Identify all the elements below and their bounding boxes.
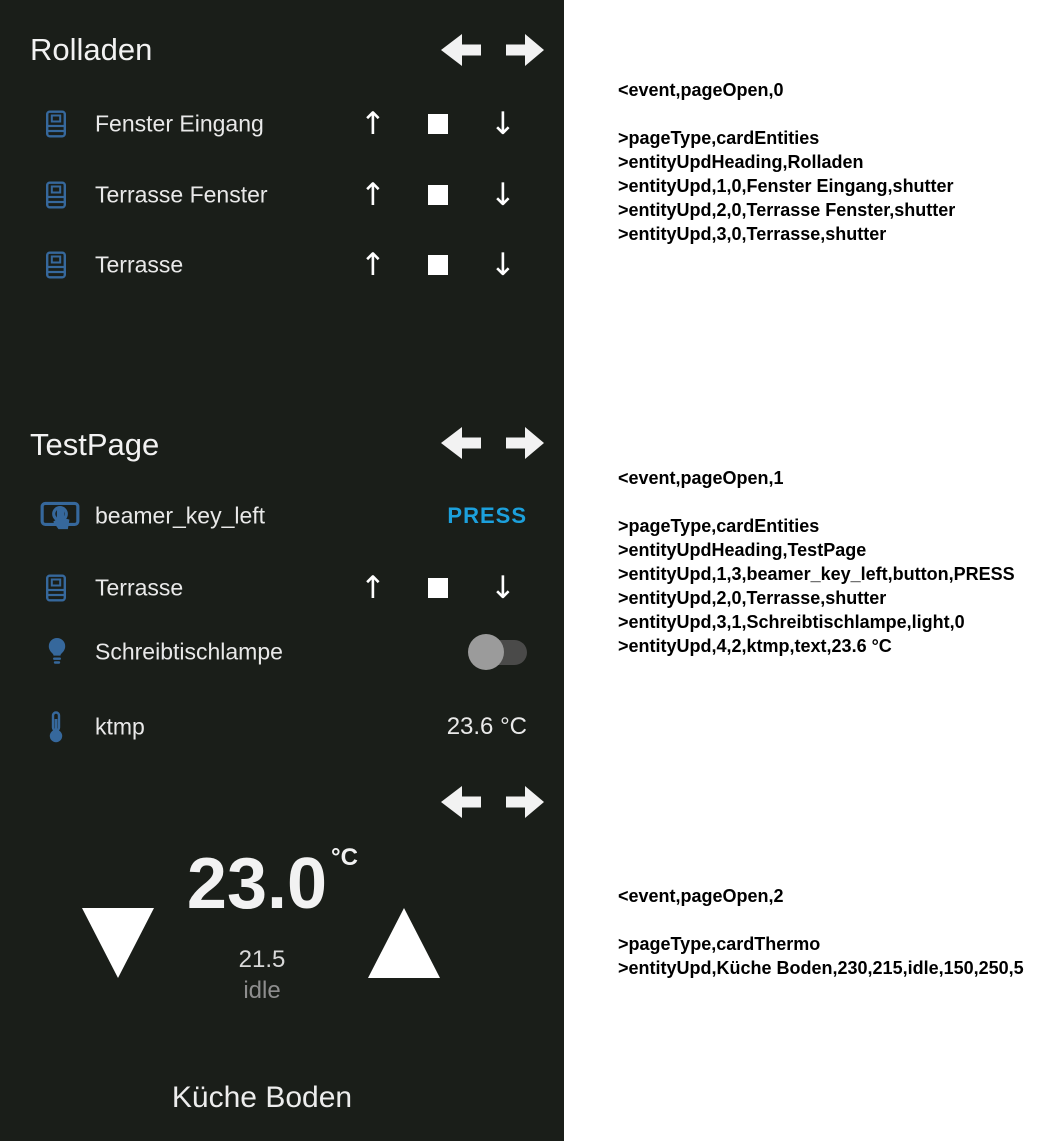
page-nav: [441, 33, 544, 67]
lightbulb-icon: [46, 637, 68, 667]
nav-left-arrow-icon[interactable]: [441, 785, 481, 819]
light-toggle-switch[interactable]: [468, 634, 528, 670]
entity-value: 23.6 °C: [446, 713, 527, 740]
current-temperature: 23.0: [186, 844, 328, 924]
log-line: <event,pageOpen,2: [618, 886, 784, 906]
gesture-tap-button-icon: [38, 495, 82, 537]
shutter-up-icon[interactable]: ↑: [360, 247, 386, 283]
window-shutter-icon: [46, 252, 66, 279]
log-line: >pageType,cardEntities: [618, 128, 820, 148]
press-button[interactable]: PRESS: [447, 503, 527, 528]
entity-label: Schreibtischlampe: [95, 638, 283, 665]
card-title: Rolladen: [30, 32, 153, 67]
shutter-up-icon[interactable]: ↑: [360, 177, 386, 213]
card-thermo: [0, 770, 564, 1141]
entity-row: [0, 564, 564, 612]
log-block-page2: [618, 884, 1024, 980]
shutter-up-icon[interactable]: ↑: [360, 106, 386, 142]
setpoint-temperature: 21.5: [238, 946, 286, 973]
log-line: >entityUpd,3,0,Terrasse,shutter: [618, 224, 887, 244]
log-line: <event,pageOpen,1: [618, 468, 784, 488]
entity-label: beamer_key_left: [95, 502, 266, 529]
temperature-unit: °C: [331, 844, 358, 871]
log-line: >entityUpd,1,3,beamer_key_left,button,PRESS: [618, 564, 1015, 584]
window-shutter-icon: [46, 575, 66, 602]
shutter-down-icon[interactable]: ↓: [490, 177, 516, 213]
entity-row: [0, 628, 564, 676]
card-title: TestPage: [30, 427, 160, 462]
log-block-page0: [618, 78, 955, 246]
card-testpage: [0, 410, 564, 770]
card-rolladen: [0, 0, 564, 330]
setpoint-down-button[interactable]: [82, 908, 154, 978]
log-line: >pageType,cardEntities: [618, 516, 820, 536]
log-line: <event,pageOpen,0: [618, 80, 784, 100]
page-nav: [441, 426, 544, 460]
nav-right-arrow-icon[interactable]: [506, 426, 544, 460]
entity-row: [0, 171, 564, 219]
entity-row: [0, 241, 564, 289]
entity-label: ktmp: [95, 713, 145, 740]
shutter-down-icon[interactable]: ↓: [490, 106, 516, 142]
shutter-down-icon[interactable]: ↓: [490, 247, 516, 283]
nav-left-arrow-icon[interactable]: [441, 426, 481, 460]
log-line: >entityUpd,1,0,Fenster Eingang,shutter: [618, 176, 954, 196]
entity-row: [0, 492, 564, 540]
window-shutter-icon: [46, 111, 66, 138]
hvac-state: idle: [243, 977, 281, 1004]
page-nav: [441, 785, 544, 819]
setpoint-up-button[interactable]: [368, 908, 440, 978]
shutter-stop-icon[interactable]: [428, 114, 448, 134]
entity-label: Terrasse: [95, 574, 184, 601]
log-gap: [618, 490, 1015, 514]
window-shutter-icon: [46, 182, 66, 209]
entity-row: [0, 703, 564, 751]
log-line: >entityUpdHeading,TestPage: [618, 540, 867, 560]
log-line: >entityUpdHeading,Rolladen: [618, 152, 864, 172]
nav-left-arrow-icon[interactable]: [441, 33, 481, 67]
log-gap: [618, 102, 955, 126]
shutter-stop-icon[interactable]: [428, 185, 448, 205]
entity-label: Terrasse Fenster: [95, 181, 268, 208]
log-line: >entityUpd,4,2,ktmp,text,23.6 °C: [618, 636, 892, 656]
shutter-down-icon[interactable]: ↓: [490, 570, 516, 606]
toggle-knob: [468, 634, 504, 670]
shutter-stop-icon[interactable]: [428, 578, 448, 598]
entity-label: Fenster Eingang: [95, 110, 264, 137]
log-line: >entityUpd,Küche Boden,230,215,idle,150,250,5: [618, 958, 1024, 978]
thermometer-icon: [48, 711, 64, 743]
log-line: >pageType,cardThermo: [618, 934, 821, 954]
log-line: >entityUpd,2,0,Terrasse Fenster,shutter: [618, 200, 956, 220]
nav-right-arrow-icon[interactable]: [506, 785, 544, 819]
entity-label: Terrasse: [95, 251, 184, 278]
thermostat-name: Küche Boden: [171, 1081, 353, 1114]
shutter-up-icon[interactable]: ↑: [360, 570, 386, 606]
shutter-stop-icon[interactable]: [428, 255, 448, 275]
log-line: >entityUpd,3,1,Schreibtischlampe,light,0: [618, 612, 965, 632]
log-line: >entityUpd,2,0,Terrasse,shutter: [618, 588, 887, 608]
log-gap: [618, 908, 1024, 932]
log-block-page1: [618, 466, 1015, 658]
nav-right-arrow-icon[interactable]: [506, 33, 544, 67]
entity-row: [0, 100, 564, 148]
